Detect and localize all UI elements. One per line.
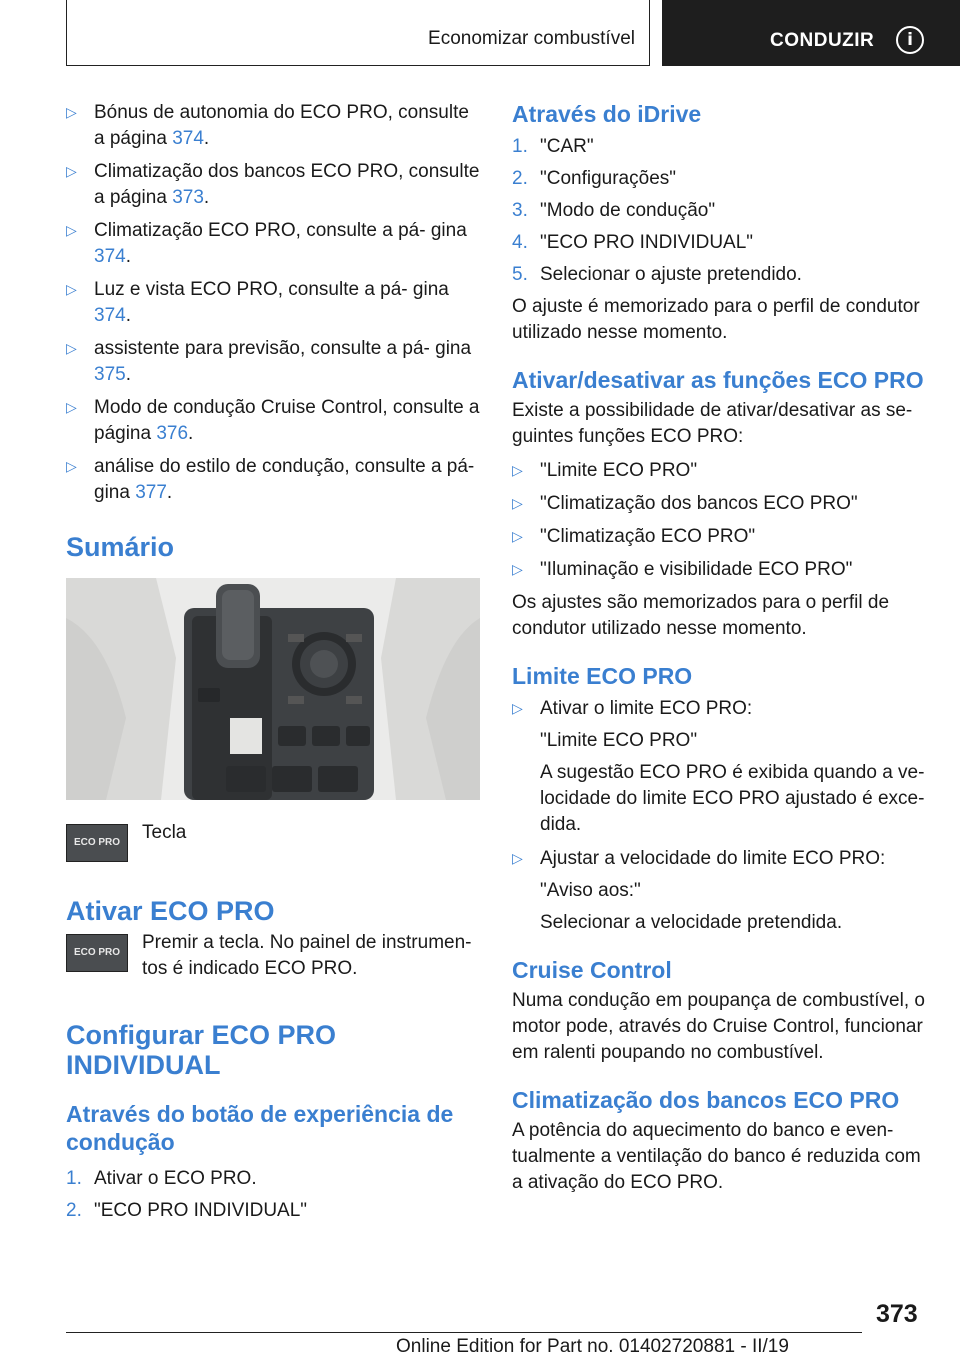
page-number: 373 — [876, 1300, 918, 1328]
clima-text: A potência do aquecimento do banco e even- tualmente a ventilação do banco é reduzida com a ativação do ECO PRO. — [512, 1120, 921, 1193]
list-item: ▷ análise do estilo de condução, consulte a pá- gina 377. — [66, 456, 475, 503]
idrive-steps — [512, 134, 932, 288]
config-heading: Configurar ECO PRO INDIVIDUAL — [66, 1020, 337, 1080]
header-section-tab — [66, 0, 650, 66]
header-chapter-tab — [662, 0, 960, 66]
triangle-bullet-icon: ▷ — [512, 701, 523, 717]
toggle-heading: Ativar/desativar as funções ECO PRO — [512, 367, 924, 393]
toggle-list — [512, 458, 932, 583]
limite-sub: A sugestão ECO PRO é exibida quando a ve- locidade do limite ECO PRO ajustado é exce- dida. — [540, 762, 925, 835]
botao-steps — [66, 1166, 480, 1224]
sumario-heading: Sumário — [66, 532, 175, 562]
limite-sub: "Limite ECO PRO" — [540, 730, 698, 751]
list-item: ▷ Climatização dos bancos ECO PRO, consulte a página 373. — [66, 161, 480, 208]
triangle-bullet-icon: ▷ — [512, 463, 523, 479]
list-item: 1. "CAR" — [512, 136, 594, 157]
cruise-text: Numa condução em poupança de combustível, o motor pode, através do Cruise Control, funcionar em ralenti poupando no combustível. — [512, 990, 925, 1063]
triangle-bullet-icon: ▷ — [66, 400, 77, 416]
list-item: 1. Ativar o ECO PRO. — [66, 1168, 257, 1189]
list-item: ▷ Ativar o limite ECO PRO: — [512, 696, 932, 722]
limite-list — [512, 696, 932, 936]
list-item: ▷ "Iluminação e visibilidade ECO PRO" — [512, 557, 932, 583]
ativar-text: Premir a tecla. No painel de instrumen- tos é indicado ECO PRO. — [142, 932, 472, 979]
triangle-bullet-icon: ▷ — [512, 851, 523, 867]
triangle-bullet-icon: ▷ — [66, 105, 77, 121]
ativar-block — [66, 930, 480, 990]
toggle-note: Os ajustes são memorizados para o perfil de condutor utilizado nesse momento. — [512, 592, 890, 639]
key-caption: Tecla — [142, 822, 187, 843]
triangle-bullet-icon: ▷ — [66, 341, 77, 357]
list-item: ▷ "Limite ECO PRO" — [512, 458, 932, 484]
eco-pro-key-icon: ECO PRO — [66, 824, 128, 862]
page-link[interactable]: 375 — [94, 364, 126, 385]
footer-divider — [66, 1332, 862, 1333]
page-link[interactable]: 374 — [172, 128, 204, 149]
toggle-text: Existe a possibilidade de ativar/desativar as se- guintes funções ECO PRO: — [512, 400, 913, 447]
page-link[interactable]: 374 — [94, 305, 126, 326]
botao-heading: Através do botão de experiência de condução — [66, 1101, 454, 1155]
limite-sub: Selecionar a velocidade pretendida. — [540, 912, 843, 933]
list-item: ▷ "Climatização ECO PRO" — [512, 524, 932, 550]
page-link[interactable]: 373 — [172, 187, 204, 208]
list-item: 5. Selecionar o ajuste pretendido. — [512, 264, 802, 285]
section-title: Economizar combustível — [428, 28, 635, 49]
triangle-bullet-icon: ▷ — [66, 164, 77, 180]
info-icon: i — [896, 26, 924, 54]
ativar-heading: Ativar ECO PRO — [66, 896, 275, 926]
list-item: 2. "ECO PRO INDIVIDUAL" — [66, 1200, 308, 1221]
center-console-illustration — [66, 578, 480, 800]
list-item: ▷ assistente para previsão, consulte a pá- gina 375. — [66, 338, 472, 385]
reference-list — [66, 100, 480, 506]
cruise-heading: Cruise Control — [512, 957, 672, 983]
idrive-heading: Através do iDrive — [512, 101, 702, 127]
triangle-bullet-icon: ▷ — [66, 223, 77, 239]
limite-sub: "Aviso aos:" — [540, 880, 641, 901]
list-item: ▷ Ajustar a velocidade do limite ECO PRO: — [512, 846, 932, 872]
idrive-note: O ajuste é memorizado para o perfil de condutor utilizado nesse momento. — [512, 296, 920, 343]
center-console-photo — [66, 578, 480, 800]
list-item: 4. "ECO PRO INDIVIDUAL" — [512, 232, 754, 253]
key-legend — [66, 824, 480, 864]
list-item: ▷ Climatização ECO PRO, consulte a pá- gina 374. — [66, 220, 467, 267]
clima-heading: Climatização dos bancos ECO PRO — [512, 1087, 900, 1113]
left-column — [66, 100, 480, 1230]
page-link[interactable]: 377 — [135, 482, 167, 503]
eco-pro-key-icon: ECO PRO — [66, 934, 128, 972]
triangle-bullet-icon: ▷ — [66, 459, 77, 475]
triangle-bullet-icon: ▷ — [512, 562, 523, 578]
edition-footer: Online Edition for Part no. 01402720881 - II/19 — [396, 1336, 789, 1357]
triangle-bullet-icon: ▷ — [512, 529, 523, 545]
list-item: 3. "Modo de condução" — [512, 200, 716, 221]
list-item: ▷ Luz e vista ECO PRO, consulte a pá- gina 374. — [66, 279, 449, 326]
triangle-bullet-icon: ▷ — [512, 496, 523, 512]
list-item: ▷ "Climatização dos bancos ECO PRO" — [512, 491, 932, 517]
list-item: 2. "Configurações" — [512, 168, 677, 189]
right-column — [512, 100, 932, 1196]
list-item: ▷ Modo de condução Cruise Control, consulte a página 376. — [66, 397, 480, 444]
chapter-title: CONDUZIR — [770, 30, 875, 51]
limite-heading: Limite ECO PRO — [512, 663, 693, 689]
triangle-bullet-icon: ▷ — [66, 282, 77, 298]
page-link[interactable]: 374 — [94, 246, 126, 267]
page-link[interactable]: 376 — [156, 423, 189, 444]
list-item: ▷ Bónus de autonomia do ECO PRO, consulte a página 374. — [66, 102, 469, 149]
